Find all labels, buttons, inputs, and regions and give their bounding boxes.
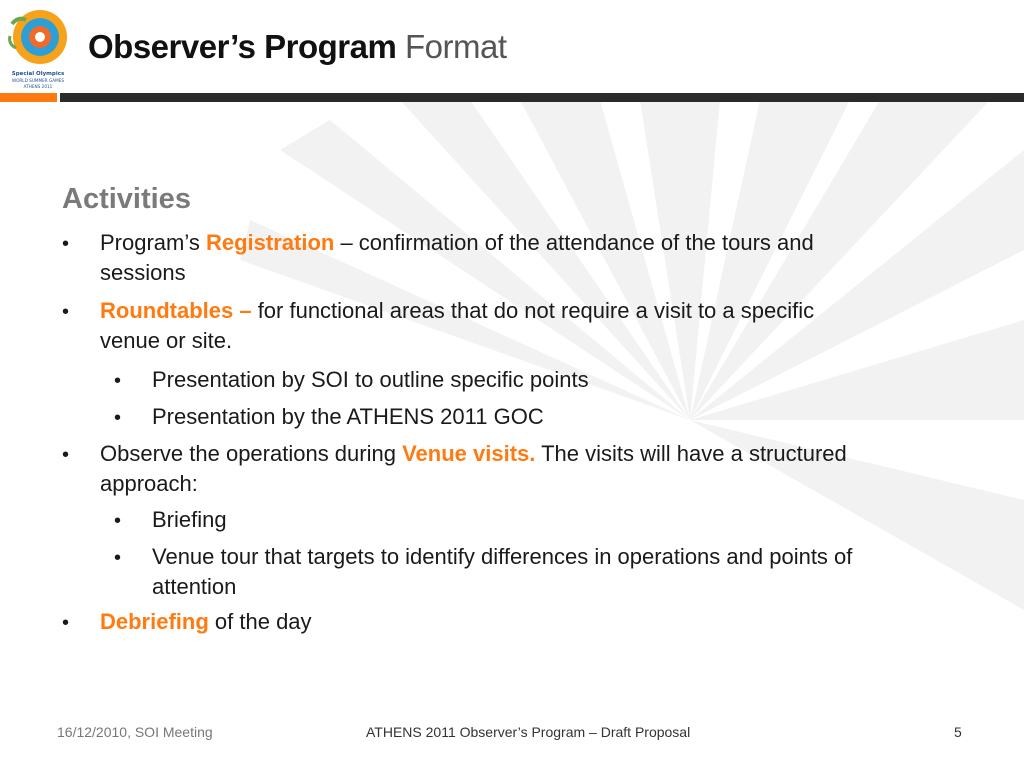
title-bold: Observer’s Program	[88, 28, 397, 65]
sub-bullet-icon: •	[114, 407, 122, 429]
svg-text:WORLD SUMMER GAMES: WORLD SUMMER GAMES	[11, 78, 65, 83]
footer-title: ATHENS 2011 Observer’s Program – Draft Proposal	[366, 724, 691, 740]
footer-date: 16/12/2010, SOI Meeting	[57, 724, 213, 740]
bullet-icon: •	[62, 444, 70, 466]
sub-item-venue-tour: Venue tour that targets to identify differences in operations and points of attention	[152, 544, 853, 599]
sub-item-soi: Presentation by SOI to outline specific points	[152, 367, 589, 392]
list-item-registration: Program’s Registration – confirmation of the attendance of the tours and sessions	[100, 230, 814, 285]
list-item-roundtables: Roundtables – for functional areas that do not require a visit to a specific venue or site.	[100, 298, 815, 353]
title-divider-bar	[60, 93, 1024, 102]
list-item-venue-visits: Observe the operations during Venue visits. The visits will have a structured approach:	[100, 441, 847, 496]
list-item-debriefing: Debriefing of the day	[100, 609, 312, 634]
sub-item-goc: Presentation by the ATHENS 2011 GOC	[152, 404, 544, 429]
sub-bullet-icon: •	[114, 547, 122, 569]
title-light: Format	[405, 28, 507, 65]
bullet-icon: •	[62, 612, 70, 634]
bullet-icon: •	[62, 233, 70, 255]
title-accent-bar	[0, 93, 57, 102]
bullet-icon: •	[62, 301, 70, 323]
section-heading: Activities	[62, 183, 191, 215]
sub-bullet-icon: •	[114, 370, 122, 392]
svg-text:ATHENS 2011: ATHENS 2011	[23, 84, 53, 89]
special-olympics-logo	[2, 6, 74, 92]
slide-title	[88, 28, 507, 66]
sub-item-briefing: Briefing	[152, 507, 227, 532]
sub-bullet-icon: •	[114, 510, 122, 532]
svg-text:Special Olympics: Special Olympics	[11, 71, 65, 77]
page-number: 5	[954, 724, 962, 740]
